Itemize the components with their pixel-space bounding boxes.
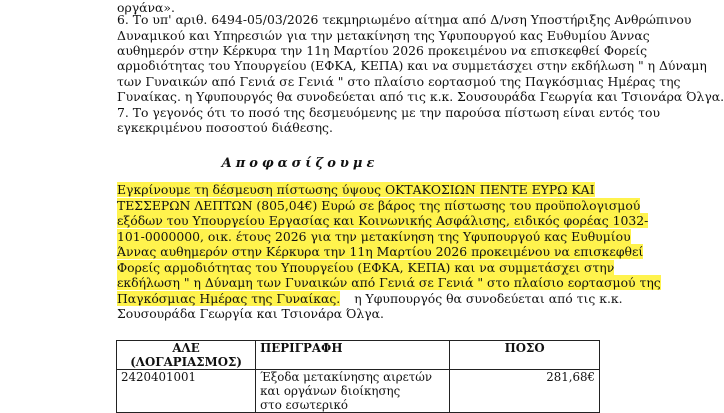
cost-table [116,340,600,413]
highlighted-text: Παγκόσμιας Ημέρας της Γυναίκας. [117,291,341,306]
header-ale-line2: (ΛΟΓΑΡΙΑΣΜΟΣ) [130,355,242,369]
header-amount: ΠΟΣΟ [450,341,600,370]
text-line: 6. Το υπ' αριθ. 6494-05/03/2026 τεκμηριωμένο αίτημα από Δ/νση Υποστήριξης Ανθρώπινου [117,12,692,27]
text-line: εγκεκριμένου ποσοστού διάθεσης. [117,120,333,135]
table-header-row [117,341,600,370]
decision-line [117,182,595,197]
decision-line [117,213,649,228]
text-line: 7. Το γεγονός ότι το ποσό της δεσμευόμενης με την παρούσα πίστωση είναι εντός του [117,105,660,120]
decision-line [117,260,615,275]
plain-text: η Υφυπουργός θα συνοδεύεται από τις κ.κ. [350,291,623,306]
text-line: αυθημερόν στην Κέρκυρα την 11η Μαρτίου 2026 προκειμένου να επισκεφθεί Φορείς [117,43,648,58]
description-line1: Έξοδα μετακίνησης αιρετών και οργάνων διοίκησης [260,370,433,398]
highlighted-text: εξόδων του Υπουργείου Εργασίας και Κοινωνικής Ασφάλισης, ειδικός φορέας 1032- [117,213,649,228]
header-ale [117,341,256,370]
decision-line [117,291,623,306]
cell-amount: 281,68€ [450,370,600,413]
cell-description [256,370,450,413]
decision-line [117,244,644,259]
highlighted-text: Άννας αυθημερόν στην Κέρκυρα την 11η Μαρτίου 2026 προκειμένου να επισκεφθεί [117,244,644,259]
table-row [117,370,600,413]
decision-line [117,275,661,290]
highlighted-text: Φορείς αρμοδιότητας του Υπουργείου (ΕΦΚΑ, ΚΕΠΑ) και να συμμετάσχει στην [117,260,615,275]
header-description: ΠΕΡΙΓΡΑΦΗ [256,341,450,370]
text-line: οργάνα». [117,0,175,15]
highlighted-text: 101-0000000, οικ. έτους 2026 για την μετακίνηση της Υφυπουργού κας Ευθυμίου [117,229,631,244]
cell-ale: 2420401001 [117,370,256,413]
text-line: των Γυναικών από Γενιά σε Γενιά " στο πλαίσιο εορτασμού της Παγκόσμιας Ημέρας της [117,74,681,89]
decision-heading: Αποφασίζουμε [221,156,379,171]
text-line: αρμοδιότητας του Υπουργείου (ΕΦΚΑ, ΚΕΠΑ) και να συμμετάσχει στην εκδήλωση " η Δύναμη [117,58,707,73]
header-ale-line1: ΑΛΕ [172,341,200,355]
highlighted-text: εκδήλωση " η Δύναμη των Γυναικών από Γενιά σε Γενιά " στο πλαίσιο εορτασμού της [117,275,661,290]
decision-line [117,198,641,213]
description-line2: στο εσωτερικό [260,398,349,412]
text-line: Γυναίκας. η Υφυπουργός θα συνοδεύεται από τις κ.κ. Σουσουράδα Γεωργία και Τσιονάρα Όλγα. [117,89,724,104]
decision-line [117,229,631,244]
text-line: Δυναμικού και Υπηρεσιών για την μετακίνηση της Υφυπουργού κας Ευθυμίου Άννας [117,28,650,43]
highlighted-text: Εγκρίνουμε τη δέσμευση πίστωσης ύψους ΟΚΤΑΚΟΣΙΩΝ ΠΕΝΤΕ ΕΥΡΩ ΚΑΙ [117,182,595,197]
decision-line: Σουσουράδα Γεωργία και Τσιονάρα Όλγα. [117,306,384,321]
highlighted-text: ΤΕΣΣΕΡΩΝ ΛΕΠΤΩΝ (805,04€) Ευρώ σε βάρος της πίστωσης του προϋπολογισμού [117,198,641,213]
